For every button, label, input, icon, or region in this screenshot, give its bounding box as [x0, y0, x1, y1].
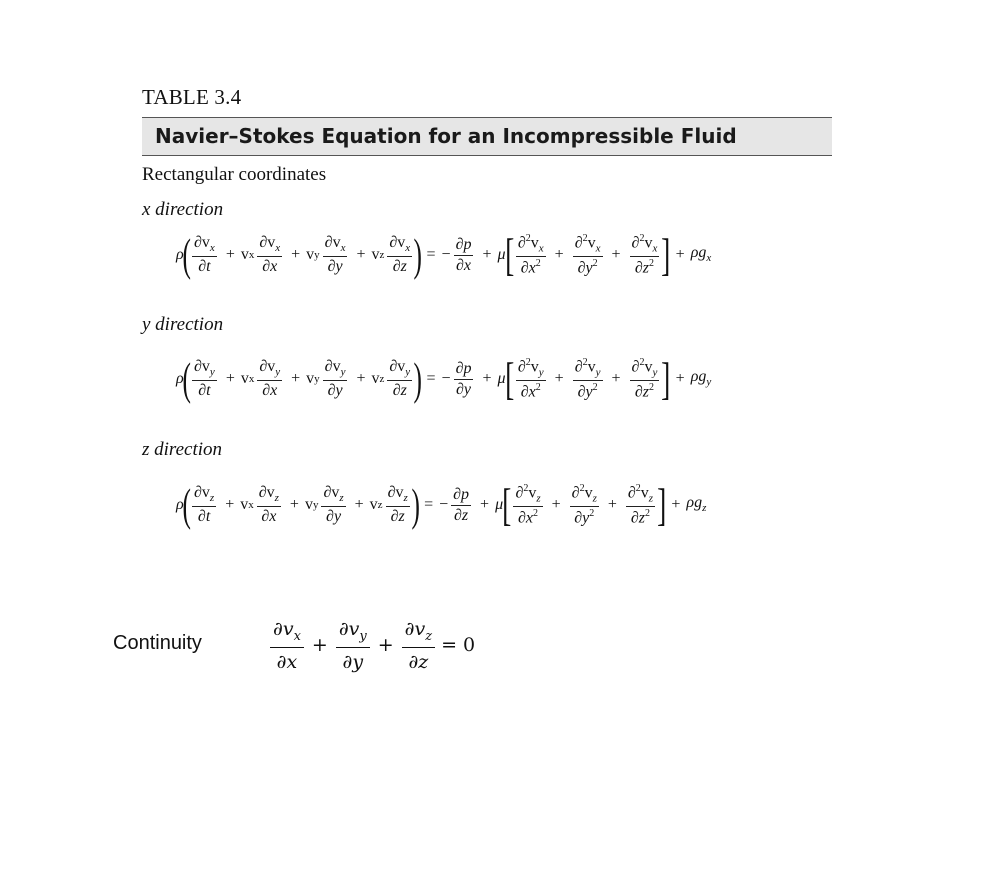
continuity-equation: $\frac{\partial v_x}{\partial x}$ + $\frac{\partial v_y}{\partial y}$ + $\frac{\partial v_z}{\partial z}$ = 0 [268, 618, 475, 673]
table-title: Navier–Stokes Equation for an Incompressible Fluid [155, 124, 737, 148]
z-direction-equation: ρ ( $\frac{\partial v_z}{\partial t}$ + v x $\frac{\partial v_z}{\partial x}$ + v y $\frac{\partial v_z}{\partial y}$ + v z $\frac{\partial v_z}{\partial z}$ ) = − $\frac{\partial p}{\partial z}$ + μ [ $\frac{\partial^2v_z}{\partial x^2}$ + $\frac{\partial^2v_z}{\partial y^2}$ + $\frac{\partial^2v_z}{\partial z^2}$ ] + $\rho g_z$ [176, 479, 707, 530]
coordinates-subheading: Rectangular coordinates [142, 164, 327, 185]
table-label: TABLE 3.4 [142, 85, 242, 109]
y-direction-label: y direction [142, 314, 224, 335]
z-direction-label: z direction [142, 439, 223, 460]
continuity-label: Continuity [113, 632, 202, 654]
table-title-bar [142, 117, 832, 156]
x-direction-label: x direction [142, 199, 224, 220]
y-direction-equation: ρ ( $\frac{\partial v_y}{\partial t}$ + v x $\frac{\partial v_y}{\partial x}$ + v y $\frac{\partial v_y}{\partial y}$ + v z $\frac{\partial v_y}{\partial z}$ ) = − $\frac{\partial p}{\partial y}$ + μ [ $\frac{\partial^2v_y}{\partial x^2}$ + $\frac{\partial^2v_y}{\partial y^2}$ + $\frac{\partial^2v_y}{\partial z^2}$ ] + $\rho g_y$ [176, 353, 712, 404]
x-direction-equation: ρ ( $\frac{\partial v_x}{\partial t}$ + v x $\frac{\partial v_x}{\partial x}$ + v y $\frac{\partial v_x}{\partial y}$ + v z $\frac{\partial v_x}{\partial z}$ ) = − $\frac{\partial p}{\partial x}$ + μ [ $\frac{\partial^2v_x}{\partial x^2}$ + $\frac{\partial^2v_x}{\partial y^2}$ + $\frac{\partial^2v_x}{\partial z^2}$ ] + $\rho g_x$ [176, 229, 712, 280]
